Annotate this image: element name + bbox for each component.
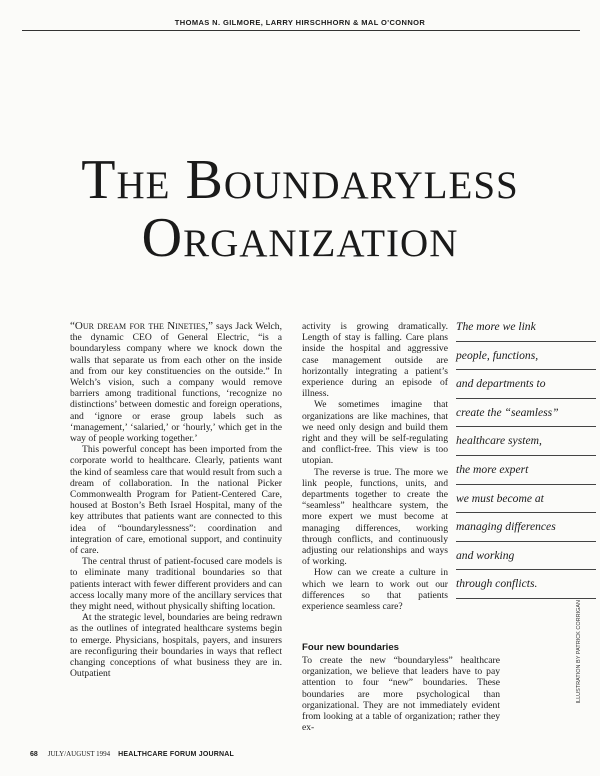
body-paragraph: The reverse is true. The more we link people, functions, units, and departments together to create the “seamless” healthcare system, the more expert we must become at managing differences, working through conflicts, and continuously adjusting our relationships and ways of working. — [302, 466, 448, 568]
pull-quote-line: the more expert — [456, 456, 596, 485]
page-number: 68 — [30, 751, 38, 758]
issue-date: JULY/AUGUST 1994 — [47, 750, 111, 758]
section-subhead: Four new boundaries — [302, 642, 400, 653]
pull-quote-line: and working — [456, 542, 596, 571]
lead-in: “Our dream for the Nineties,” — [70, 320, 214, 332]
page-footer — [30, 750, 234, 758]
journal-name: HEALTHCARE FORUM JOURNAL — [118, 751, 234, 758]
body-column-3 — [302, 635, 500, 733]
pull-quote-line: The more we link — [456, 313, 596, 342]
article-authors: THOMAS N. GILMORE, LARRY HIRSCHHORN & MAL O'CONNOR — [174, 18, 426, 27]
body-paragraph: activity is growing dramatically. Length of stay is falling. Care plans inside the hospital and aggressive case management outside are horizontally integrating a patient’s experience during an episode of illness. — [302, 321, 448, 400]
illustration-credit: ILLUSTRATION BY PATRICK CORRIGAN — [576, 600, 582, 704]
header-rule — [22, 30, 580, 31]
pull-quote-line: we must become at — [456, 485, 596, 514]
body-paragraph: At the strategic level, boundaries are being redrawn as the outlines of integrated healthcare systems begin to emerge. Physicians, hospitals, payers, and insurers are reconfiguring their boundaries in ways that reflect changing conceptions of what business they are in. Outpatient — [70, 612, 282, 680]
pull-quote-line: healthcare system, — [456, 427, 596, 456]
body-paragraph: We sometimes imagine that organizations are like machines, that we need only design and build them right and they will be self-regulating and conflict-free. This view is too utopian. — [302, 399, 448, 467]
body-column-2 — [302, 321, 448, 612]
article-title-line-2: Organization — [141, 207, 459, 269]
pull-quote-line: create the “seamless” — [456, 399, 596, 428]
body-paragraph: How can we create a culture in which we learn to work out our differences so that patients experience seamless care? — [302, 567, 448, 613]
article-title-line-1: The Boundaryless — [81, 149, 519, 211]
pull-quote-line: people, functions, — [456, 342, 596, 371]
body-column-1 — [70, 321, 282, 680]
pull-quote-line: and departments to — [456, 370, 596, 399]
body-paragraph: To create the new “boundaryless” healthcare organization, we believe that leaders have to pay attention to four “new” boundaries. These boundaries are more psychological than organizational. They are not immediately evident from looking at a table of organization; rather they ex- — [302, 655, 500, 734]
paragraph-text: says Jack Welch, the dynamic CEO of General Electric, “is a boundaryless company where we knock down the walls that separate us from each other on the inside and from our key constituencies on the outside.” In Welch’s vision, such a company would remove barriers among traditional functions, ‘recognize no distinctions’ between domestic and foreign operations, and ‘ignore or erase group labels such as ‘management,’ ‘salaried,’ or ‘hourly,’ which get in the way of people working together.’ — [70, 321, 282, 445]
pull-quote — [456, 313, 598, 599]
body-paragraph — [70, 321, 282, 444]
pull-quote-line: through conflicts. — [456, 570, 596, 599]
pull-quote-line: managing differences — [456, 513, 596, 542]
body-paragraph: The central thrust of patient-focused care models is to eliminate many traditional boundaries so that patients interact with fewer different providers and can access locally many more of the ancillary services that they might need, without physically shifting location. — [70, 556, 282, 613]
body-paragraph: This powerful concept has been imported from the corporate world to healthcare. Clearly, patients want the kind of seamless care that would result from such a dream of collaboration. In the national Picker Commonwealth Program for Patient-Centered Care, housed at Boston’s Beth Israel Hospital, many of the key attributes that patients want are connected to this idea of “boundarylessness”: coordination and integration of care, emotional support, and continuity of care. — [70, 444, 282, 557]
